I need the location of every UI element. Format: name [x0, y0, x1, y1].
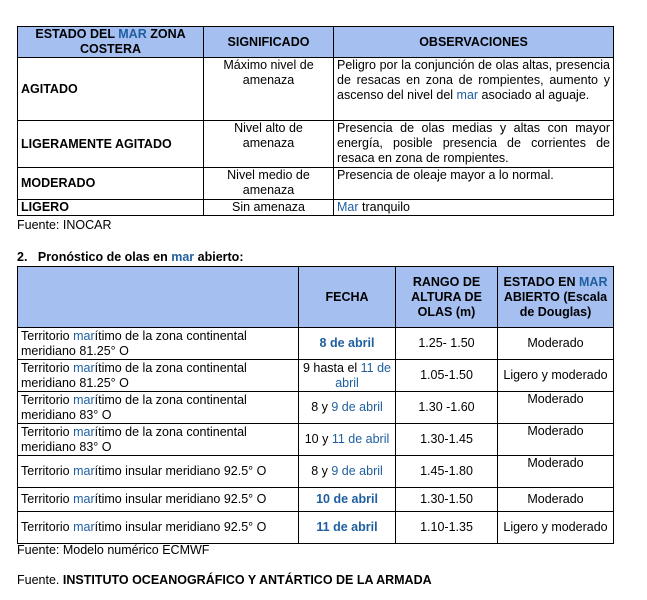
fecha-cell: 11 de abril	[299, 512, 396, 544]
header-rango: RANGO DE ALTURA DE OLAS (m)	[396, 267, 498, 328]
estado-cell: MODERADO	[18, 168, 204, 200]
source-ecmwf: Fuente: Modelo numérico ECMWF	[17, 543, 210, 557]
header-estado: ESTADO DEL MAR ZONA COSTERA	[18, 27, 204, 58]
rango-cell: 1.45-1.80	[396, 456, 498, 488]
wave-forecast-header-row	[18, 267, 614, 328]
estado-cell: Ligero y moderado	[498, 360, 614, 392]
rango-cell: 1.30-1.50	[396, 488, 498, 512]
rango-cell: 1.10-1.35	[396, 512, 498, 544]
observaciones-cell: Peligro por la conjunción de olas altas, presencia de resacas en zona de rompientes, aumento y ascenso del nivel del mar asociado al aguaje.	[334, 58, 614, 121]
territorio-cell: Territorio marítimo de la zona continental meridiano 83° O	[18, 424, 299, 456]
territorio-cell: Territorio marítimo de la zona continental meridiano 81.25° O	[18, 328, 299, 360]
rango-cell: 1.30-1.45	[396, 424, 498, 456]
estado-cell: AGITADO	[18, 58, 204, 121]
fecha-cell: 8 y 9 de abril	[299, 456, 396, 488]
estado-cell: Moderado	[498, 456, 614, 488]
table-row	[18, 58, 614, 121]
sea-state-table	[17, 26, 614, 216]
table-row	[18, 328, 614, 360]
table-row	[18, 424, 614, 456]
territorio-cell: Territorio marítimo insular meridiano 92.5° O	[18, 512, 299, 544]
observaciones-cell: Presencia de oleaje mayor a lo normal.	[334, 168, 614, 200]
territorio-cell: Territorio marítimo insular meridiano 92.5° O	[18, 456, 299, 488]
significado-cell: Sin amenaza	[204, 200, 334, 216]
estado-cell: Ligero y moderado	[498, 512, 614, 544]
estado-cell: Moderado	[498, 328, 614, 360]
wave-forecast-table	[17, 266, 614, 544]
table-row	[18, 488, 614, 512]
fecha-cell: 10 y 11 de abril	[299, 424, 396, 456]
fecha-cell: 9 hasta el 11 de abril	[299, 360, 396, 392]
section-2-title: 2. Pronóstico de olas en mar abierto:	[17, 250, 244, 264]
sea-state-header-row	[18, 27, 614, 58]
source-inocar-full: Fuente. INSTITUTO OCEANOGRÁFICO Y ANTÁRTICO DE LA ARMADA	[17, 573, 432, 587]
rango-cell: 1.30 -1.60	[396, 392, 498, 424]
significado-cell: Nivel medio de amenaza	[204, 168, 334, 200]
fecha-cell: 8 de abril	[299, 328, 396, 360]
table-row	[18, 512, 614, 544]
estado-cell: Moderado	[498, 488, 614, 512]
header-significado: SIGNIFICADO	[204, 27, 334, 58]
fecha-cell: 10 de abril	[299, 488, 396, 512]
table-row	[18, 392, 614, 424]
header-fecha: FECHA	[299, 267, 396, 328]
table-row	[18, 121, 614, 168]
observaciones-cell: Mar tranquilo	[334, 200, 614, 216]
table-row	[18, 168, 614, 200]
estado-cell: LIGERAMENTE AGITADO	[18, 121, 204, 168]
estado-cell: Moderado	[498, 424, 614, 456]
table-row	[18, 200, 614, 216]
header-estado-mar-abierto: ESTADO EN MAR ABIERTO (Escala de Douglas)	[498, 267, 614, 328]
significado-cell: Nivel alto de amenaza	[204, 121, 334, 168]
observaciones-cell: Presencia de olas medias y altas con mayor energía, posible presencia de corrientes de resaca en zona de rompientes.	[334, 121, 614, 168]
rango-cell: 1.25- 1.50	[396, 328, 498, 360]
territorio-cell: Territorio marítimo de la zona continental meridiano 83° O	[18, 392, 299, 424]
table-row	[18, 456, 614, 488]
significado-cell: Máximo nivel de amenaza	[204, 58, 334, 121]
fecha-cell: 8 y 9 de abril	[299, 392, 396, 424]
header-territorio	[18, 267, 299, 328]
territorio-cell: Territorio marítimo de la zona continental meridiano 81.25° O	[18, 360, 299, 392]
table-row	[18, 360, 614, 392]
estado-cell: Moderado	[498, 392, 614, 424]
estado-cell: LIGERO	[18, 200, 204, 216]
header-observaciones: OBSERVACIONES	[334, 27, 614, 58]
source-inocar: Fuente: INOCAR	[17, 218, 112, 232]
rango-cell: 1.05-1.50	[396, 360, 498, 392]
territorio-cell: Territorio marítimo insular meridiano 92.5° O	[18, 488, 299, 512]
